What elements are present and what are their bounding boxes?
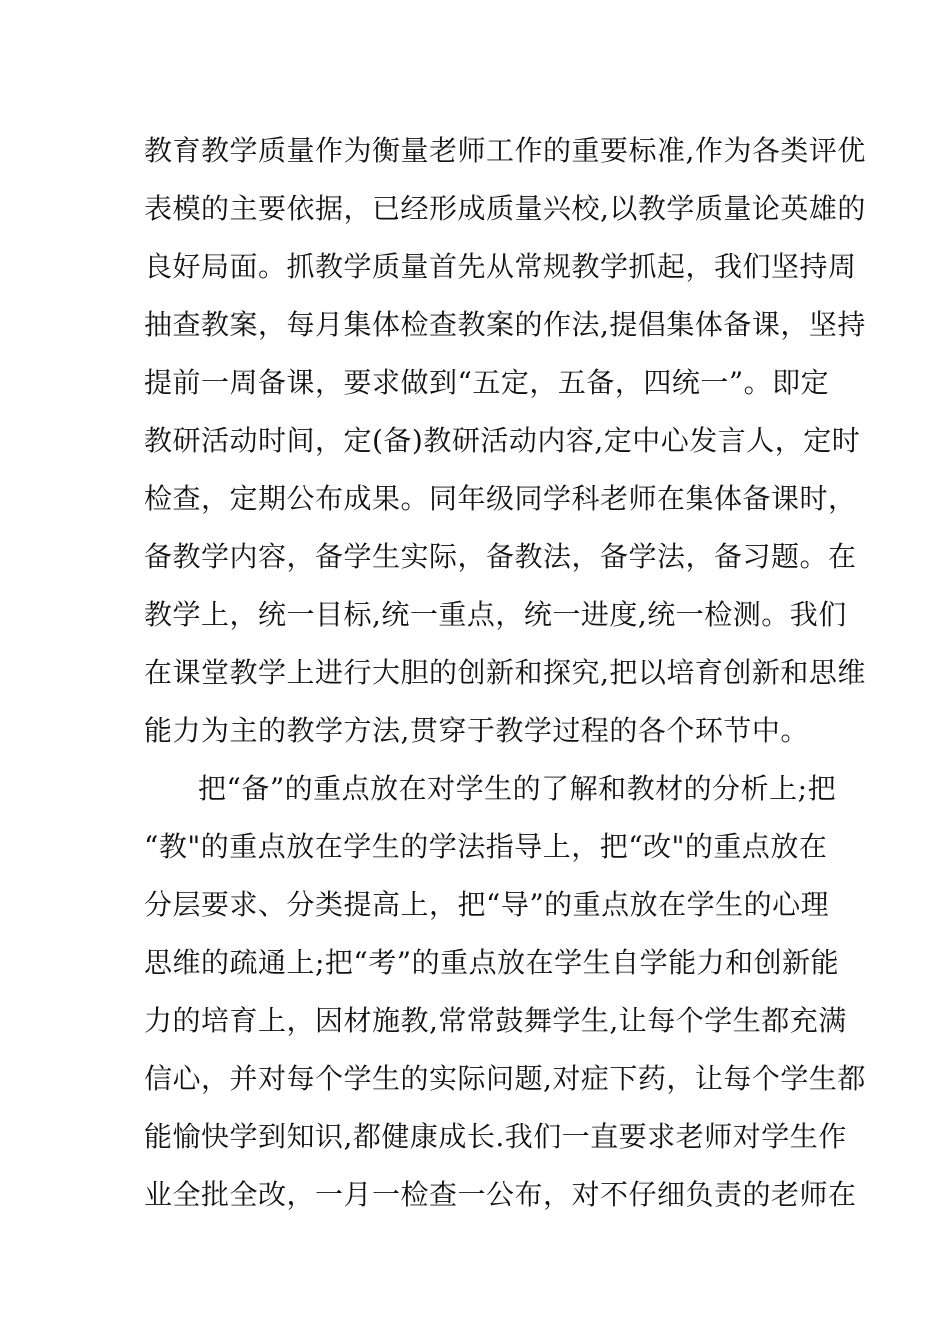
text-line: 良好局面。抓教学质量首先从常规教学抓起，我们坚持周 bbox=[144, 250, 857, 283]
text-line: 检查，定期公布成果。同年级同学科老师在集体备课时， bbox=[144, 482, 857, 515]
text-line: 提前一周备课，要求做到“五定，五备，四统一”。即定 bbox=[144, 366, 830, 399]
paragraph-first-line: 把“备”的重点放在对学生的了解和教材的分析上;把 bbox=[198, 772, 837, 805]
text-line: 表模的主要依据，已经形成质量兴校,以教学质量论英雄的 bbox=[144, 192, 866, 225]
text-line: 备教学内容，备学生实际，备教法，备学法，备习题。在 bbox=[144, 540, 857, 573]
text-line: 能愉快学到知识,都健康成长.我们一直要求老师对学生作 bbox=[144, 1120, 847, 1153]
text-line: 抽查教案，每月集体检查教案的作法,提倡集体备课，坚持 bbox=[144, 308, 866, 341]
text-line: 教育教学质量作为衡量老师工作的重要标准,作为各类评优 bbox=[144, 134, 866, 167]
text-line: 思维的疏通上;把“考”的重点放在学生自学能力和创新能 bbox=[144, 946, 840, 979]
text-line: 在课堂教学上进行大胆的创新和探究,把以培育创新和思维 bbox=[144, 656, 866, 689]
text-line: 业全批全改，一月一检查一公布，对不仔细负责的老师在 bbox=[144, 1178, 857, 1211]
text-line: 教学上，统一目标,统一重点，统一进度,统一检测。我们 bbox=[144, 598, 847, 631]
text-line: 能力为主的教学方法,贯穿于教学过程的各个环节中。 bbox=[144, 714, 809, 747]
text-line: 教研活动时间，定(备)教研活动内容,定中心发言人，定时 bbox=[144, 424, 861, 457]
text-line: 分层要求、分类提高上，把“导”的重点放在学生的心理 bbox=[144, 888, 830, 921]
text-line: “教"的重点放在学生的学法指导上，把“改"的重点放在 bbox=[144, 830, 828, 863]
text-line: 力的培育上，因材施教,常常鼓舞学生,让每个学生都充满 bbox=[144, 1004, 847, 1037]
text-line: 信心，并对每个学生的实际问题,对症下药，让每个学生都 bbox=[144, 1062, 866, 1095]
